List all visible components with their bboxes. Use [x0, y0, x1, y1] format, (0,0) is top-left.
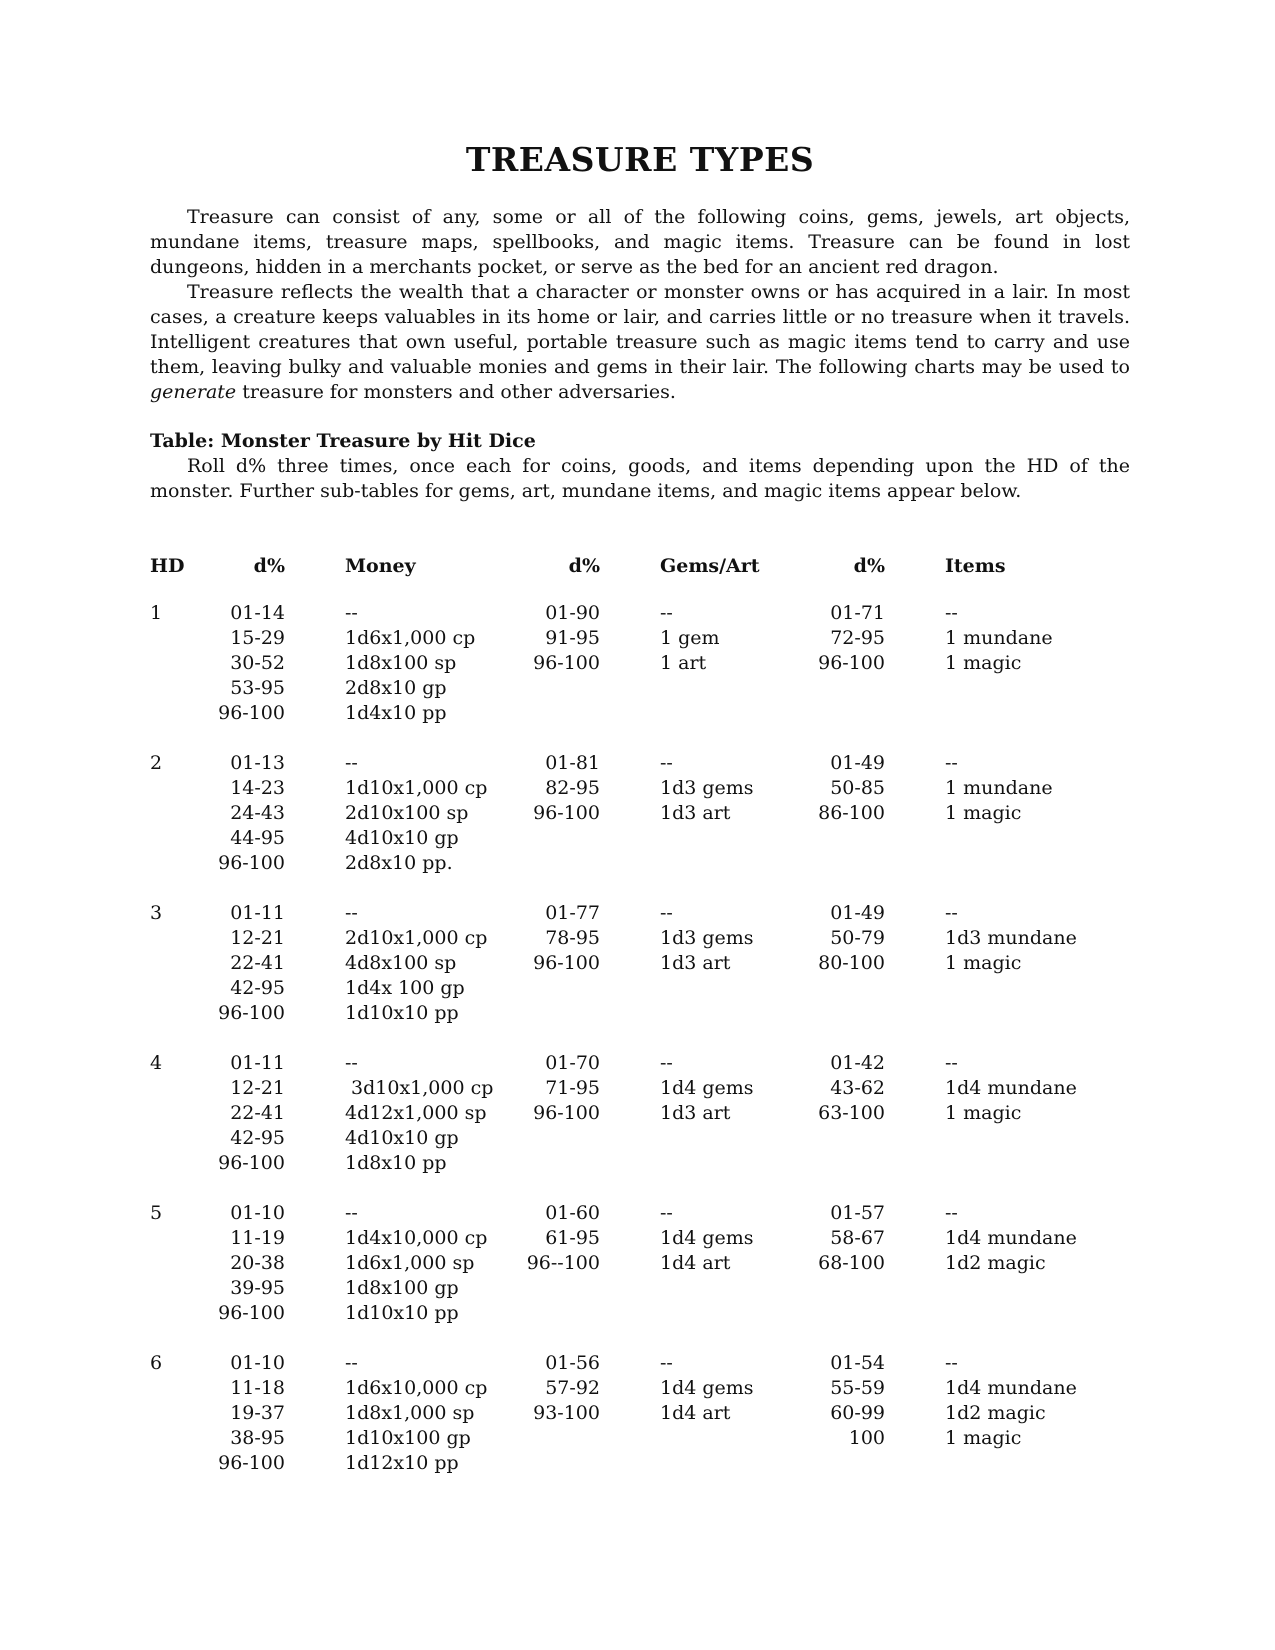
table-heading: Table: Monster Treasure by Hit Dice [150, 430, 536, 452]
money-roll-cell: 01-10 [230, 1352, 285, 1374]
gems-roll-cell: 93-100 [533, 1402, 600, 1424]
money-roll-cell: 14-23 [230, 777, 285, 799]
hd-group [150, 1351, 1130, 1476]
items-cell: 1d4 mundane [945, 1077, 1077, 1099]
table-row [150, 776, 1130, 801]
items-roll-cell: 96-100 [818, 652, 885, 674]
items-roll-cell: 43-62 [830, 1077, 885, 1099]
money-roll-cell: 38-95 [230, 1427, 285, 1449]
money-cell: 4d10x10 gp [345, 827, 459, 849]
gems-roll-cell: 82-95 [545, 777, 600, 799]
money-roll-cell: 96-100 [218, 1452, 285, 1474]
money-cell: 1d8x100 sp [345, 652, 457, 674]
gems-art-cell: -- [660, 1052, 673, 1074]
table-row [150, 851, 1130, 876]
money-roll-cell: 01-13 [230, 752, 285, 774]
money-cell: 1d12x10 pp [345, 1452, 459, 1474]
gems-roll-cell: 96-100 [533, 802, 600, 824]
money-roll-cell: 24-43 [230, 802, 285, 824]
items-cell: 1d2 magic [945, 1402, 1046, 1424]
gems-roll-cell: 01-56 [545, 1352, 600, 1374]
gems-art-cell: 1d3 art [660, 802, 731, 824]
items-roll-cell: 01-71 [830, 602, 885, 624]
gems-roll-cell: 01-70 [545, 1052, 600, 1074]
money-roll-cell: 12-21 [230, 927, 285, 949]
items-cell: 1 mundane [945, 777, 1053, 799]
page-title: TREASURE TYPES [465, 140, 815, 179]
gems-roll-cell: 71-95 [545, 1077, 600, 1099]
hd-cell: 4 [150, 1052, 163, 1074]
items-cell: 1 mundane [945, 627, 1053, 649]
hd-cell: 2 [150, 752, 163, 774]
money-cell: -- [345, 902, 358, 924]
document-page [150, 140, 1130, 1501]
gems-art-cell: 1 gem [660, 627, 720, 649]
money-cell: -- [345, 1352, 358, 1374]
gems-roll-cell: 01-77 [545, 902, 600, 924]
items-cell: 1d2 magic [945, 1252, 1046, 1274]
money-roll-cell: 01-10 [230, 1202, 285, 1224]
money-cell: 2d8x10 pp. [345, 852, 453, 874]
money-cell: 1d6x1,000 sp [345, 1252, 475, 1274]
table-row [150, 801, 1130, 826]
money-roll-cell: 44-95 [230, 827, 285, 849]
hd-cell: 3 [150, 902, 163, 924]
items-cell: 1 magic [945, 952, 1022, 974]
gems-art-cell: 1d3 gems [660, 927, 754, 949]
items-roll-cell: 55-59 [830, 1377, 885, 1399]
money-cell: 1d8x1,000 sp [345, 1402, 475, 1424]
table-row [150, 1426, 1130, 1451]
items-roll-cell: 50-79 [830, 927, 885, 949]
table-header-row [150, 554, 1130, 579]
table-row [150, 676, 1130, 701]
treasure-table [150, 554, 1130, 1476]
hd-cell: 1 [150, 602, 163, 624]
money-roll-cell: 30-52 [230, 652, 285, 674]
header-gems-roll: d% [568, 555, 600, 577]
table-row [150, 1001, 1130, 1026]
gems-roll-cell: 78-95 [545, 927, 600, 949]
table-row [150, 1351, 1130, 1376]
money-roll-cell: 01-11 [230, 902, 285, 924]
money-roll-cell: 11-19 [230, 1227, 285, 1249]
table-row [150, 951, 1130, 976]
gems-roll-cell: 91-95 [545, 627, 600, 649]
hd-group [150, 601, 1130, 726]
header-money: Money [345, 555, 416, 577]
money-cell: 2d10x100 sp [345, 802, 469, 824]
money-roll-cell: 42-95 [230, 977, 285, 999]
money-roll-cell: 01-14 [230, 602, 285, 624]
table-row [150, 1051, 1130, 1076]
items-roll-cell: 50-85 [830, 777, 885, 799]
money-cell: 1d4x10 pp [345, 702, 447, 724]
items-roll-cell: 01-57 [830, 1202, 885, 1224]
table-row [150, 1076, 1130, 1101]
items-roll-cell: 01-42 [830, 1052, 885, 1074]
money-cell: 4d10x10 gp [345, 1127, 459, 1149]
gems-roll-cell: 96-100 [533, 1102, 600, 1124]
table-row [150, 1226, 1130, 1251]
table-row [150, 1451, 1130, 1476]
items-cell: 1 magic [945, 1102, 1022, 1124]
table-row [150, 901, 1130, 926]
gems-roll-cell: 01-90 [545, 602, 600, 624]
gems-art-cell: 1d4 gems [660, 1377, 754, 1399]
money-roll-cell: 96-100 [218, 1002, 285, 1024]
money-roll-cell: 96-100 [218, 852, 285, 874]
gems-art-cell: 1d3 art [660, 952, 731, 974]
items-cell: -- [945, 1352, 958, 1374]
table-row [150, 926, 1130, 951]
money-cell: -- [345, 752, 358, 774]
money-cell: 3d10x1,000 cp [345, 1077, 494, 1099]
items-cell: 1d4 mundane [945, 1377, 1077, 1399]
table-row [150, 976, 1130, 1001]
table-row [150, 651, 1130, 676]
money-cell: 1d4x10,000 cp [345, 1227, 488, 1249]
table-row [150, 826, 1130, 851]
table-body [150, 601, 1130, 1476]
table-row [150, 751, 1130, 776]
items-cell: -- [945, 752, 958, 774]
gems-art-cell: 1d4 art [660, 1402, 731, 1424]
money-roll-cell: 20-38 [230, 1252, 285, 1274]
header-money-roll: d% [253, 555, 285, 577]
items-roll-cell: 01-49 [830, 902, 885, 924]
money-roll-cell: 01-11 [230, 1052, 285, 1074]
items-roll-cell: 58-67 [830, 1227, 885, 1249]
table-row [150, 1401, 1130, 1426]
intro-paragraph-2-emphasis: generate [150, 381, 237, 403]
header-items: Items [945, 555, 1006, 577]
table-row [150, 1376, 1130, 1401]
items-roll-cell: 01-49 [830, 752, 885, 774]
gems-roll-cell: 01-60 [545, 1202, 600, 1224]
table-row [150, 1101, 1130, 1126]
items-roll-cell: 100 [848, 1427, 885, 1449]
money-roll-cell: 22-41 [230, 1102, 285, 1124]
money-cell: 2d8x10 gp [345, 677, 447, 699]
hd-group [150, 751, 1130, 876]
items-cell: -- [945, 602, 958, 624]
money-cell: 1d10x100 gp [345, 1427, 471, 1449]
gems-roll-cell: 01-81 [545, 752, 600, 774]
gems-art-cell: 1d3 gems [660, 777, 754, 799]
gems-art-cell: -- [660, 752, 673, 774]
money-cell: 1d6x10,000 cp [345, 1377, 488, 1399]
items-roll-cell: 63-100 [818, 1102, 885, 1124]
money-cell: 1d4x 100 gp [345, 977, 465, 999]
items-roll-cell: 68-100 [818, 1252, 885, 1274]
gems-art-cell: 1d4 gems [660, 1227, 754, 1249]
gems-art-cell: -- [660, 1352, 673, 1374]
money-cell: 1d10x1,000 cp [345, 777, 488, 799]
hd-group [150, 1201, 1130, 1326]
gems-roll-cell: 57-92 [545, 1377, 600, 1399]
intro-paragraph-1: Treasure can consist of any, some or all of the following coins, gems, jewels, art objects, mundane items, treasure maps, spellbooks, and magic items. Treasure can be found in lost dungeons, hidden in a merchants pocket, or serve as the bed for an ancient red dragon. [150, 206, 1130, 278]
gems-roll-cell: 96-100 [533, 952, 600, 974]
table-row [150, 1201, 1130, 1226]
header-items-roll: d% [853, 555, 885, 577]
table-row [150, 626, 1130, 651]
money-roll-cell: 15-29 [230, 627, 285, 649]
gems-art-cell: 1 art [660, 652, 707, 674]
items-roll-cell: 72-95 [830, 627, 885, 649]
items-roll-cell: 60-99 [830, 1402, 885, 1424]
money-cell: -- [345, 602, 358, 624]
gems-art-cell: -- [660, 902, 673, 924]
header-gems-art: Gems/Art [660, 555, 760, 577]
gems-art-cell: -- [660, 1202, 673, 1224]
hd-group [150, 1051, 1130, 1176]
gems-art-cell: 1d4 gems [660, 1077, 754, 1099]
money-roll-cell: 96-100 [218, 702, 285, 724]
intro-paragraph-2-text-a: Treasure reflects the wealth that a character or monster owns or has acquired in a lair. In most cases, a creature keeps valuables in its home or lair, and carries little or no treasure when it travels. Intelligent creatures that own useful, portable treasure such as magic items tend to carry and use them, leaving bulky and valuable monies and gems in their lair. The following charts may be used to [150, 281, 1130, 378]
gems-art-cell: -- [660, 602, 673, 624]
table-row [150, 1126, 1130, 1151]
table-row [150, 1251, 1130, 1276]
money-cell: 1d10x10 pp [345, 1302, 459, 1324]
table-row [150, 701, 1130, 726]
intro-paragraph-2 [150, 280, 1130, 405]
money-roll-cell: 11-18 [230, 1377, 285, 1399]
hd-cell: 6 [150, 1352, 163, 1374]
money-cell: 2d10x1,000 cp [345, 927, 488, 949]
money-cell: 1d8x10 pp [345, 1152, 447, 1174]
gems-art-cell: 1d4 art [660, 1252, 731, 1274]
money-cell: -- [345, 1052, 358, 1074]
header-hd: HD [150, 555, 185, 577]
money-roll-cell: 96-100 [218, 1152, 285, 1174]
items-cell: 1 magic [945, 802, 1022, 824]
money-roll-cell: 42-95 [230, 1127, 285, 1149]
hd-cell: 5 [150, 1202, 163, 1224]
gems-roll-cell: 96--100 [526, 1252, 600, 1274]
table-row [150, 1151, 1130, 1176]
money-cell: 1d6x1,000 cp [345, 627, 476, 649]
items-cell: 1d3 mundane [945, 927, 1077, 949]
money-roll-cell: 53-95 [230, 677, 285, 699]
gems-art-cell: 1d3 art [660, 1102, 731, 1124]
table-row [150, 1301, 1130, 1326]
money-cell: 4d8x100 sp [345, 952, 457, 974]
money-roll-cell: 22-41 [230, 952, 285, 974]
table-description: Roll d% three times, once each for coins, goods, and items depending upon the HD of the monster. Further sub-tables for gems, art, mundane items, and magic items appear below. [150, 455, 1130, 502]
items-cell: 1d4 mundane [945, 1227, 1077, 1249]
hd-group [150, 901, 1130, 1026]
money-cell: 1d10x10 pp [345, 1002, 459, 1024]
items-cell: -- [945, 1052, 958, 1074]
items-cell: 1 magic [945, 652, 1022, 674]
items-cell: 1 magic [945, 1427, 1022, 1449]
items-roll-cell: 86-100 [818, 802, 885, 824]
table-row [150, 601, 1130, 626]
money-cell: 4d12x1,000 sp [345, 1102, 487, 1124]
table-row [150, 1276, 1130, 1301]
money-cell: -- [345, 1202, 358, 1224]
money-roll-cell: 39-95 [230, 1277, 285, 1299]
gems-roll-cell: 61-95 [545, 1227, 600, 1249]
items-roll-cell: 01-54 [830, 1352, 885, 1374]
money-roll-cell: 96-100 [218, 1302, 285, 1324]
items-cell: -- [945, 1202, 958, 1224]
money-cell: 1d8x100 gp [345, 1277, 459, 1299]
items-roll-cell: 80-100 [818, 952, 885, 974]
items-cell: -- [945, 902, 958, 924]
money-roll-cell: 12-21 [230, 1077, 285, 1099]
money-roll-cell: 19-37 [230, 1402, 285, 1424]
intro-paragraph-2-text-b: treasure for monsters and other adversaries. [236, 381, 676, 403]
gems-roll-cell: 96-100 [533, 652, 600, 674]
